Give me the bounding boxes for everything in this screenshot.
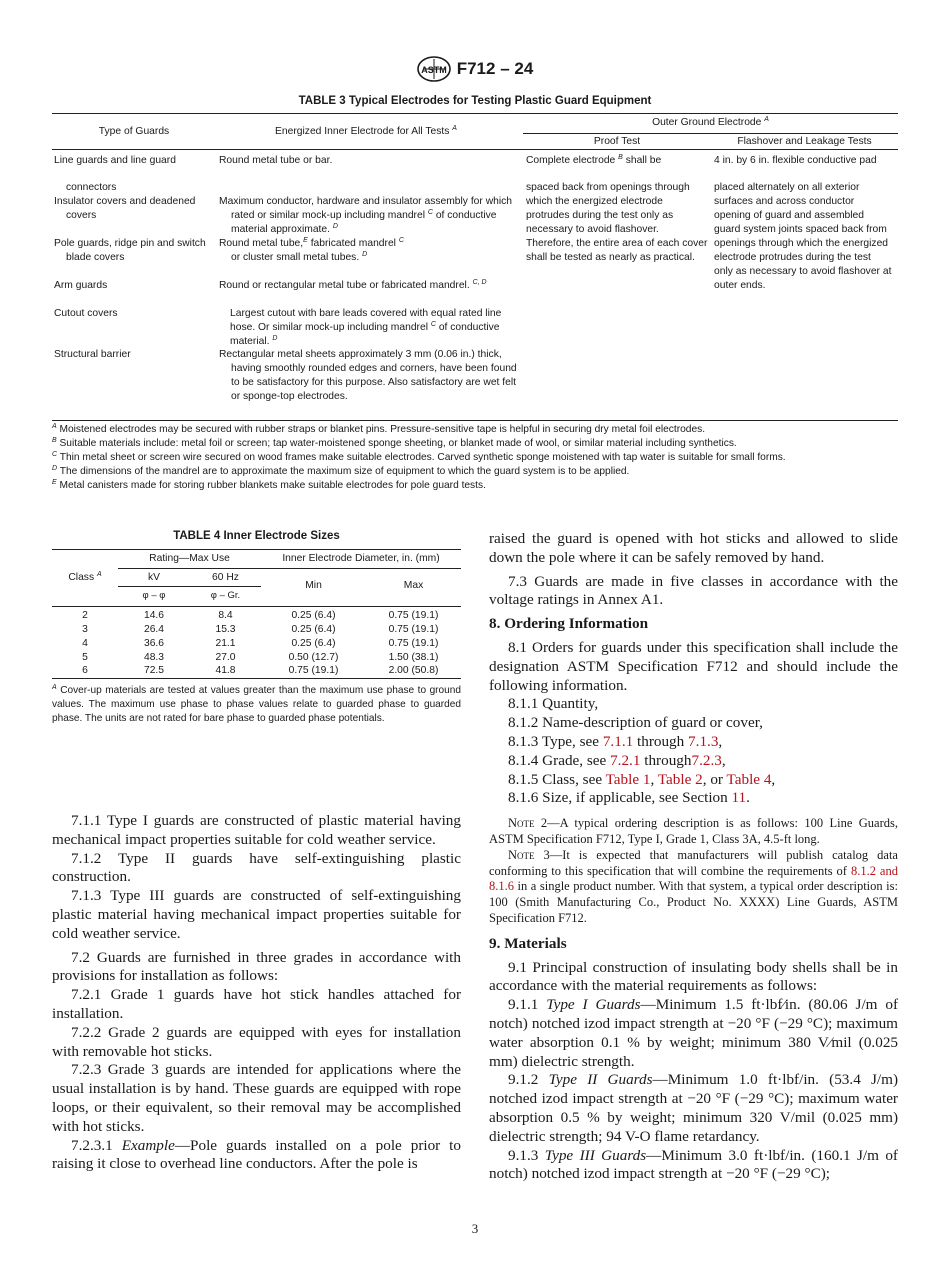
link-7-2-1[interactable]: 7.2.1: [610, 751, 641, 769]
table4-cell-hz: 15.3: [215, 624, 236, 635]
table4-cell-class: 2: [82, 610, 88, 621]
table4-cell-class: 6: [82, 665, 88, 676]
table-row: [52, 609, 461, 623]
table3-footnotes: [52, 423, 898, 493]
table3-flash-a: 4 in. by 6 in. flexible conductive pad: [714, 155, 877, 166]
table4-top-rule: [52, 549, 461, 550]
astm-logo-icon: [417, 56, 451, 82]
table3-footnote-c: $^C$ Thin metal sheet or screen wire secured on wood frames make suitable electrodes. Carved synthetic sponge moistened with tap water is suitable for small forms.: [52, 451, 786, 463]
table3-inner-r5: Largest cutout with bare leads covered with equal rated line hose. Or similar mock-up including mandrel $^C$ of conductive material. $^D$: [230, 308, 502, 347]
item-8-1-3: 8.1.3 Type, see 7.1.1 through 7.1.3,: [508, 732, 723, 750]
table-row: [52, 664, 461, 678]
table4-header-phase-phase: φ – φ: [142, 590, 166, 601]
table4-cell-max: 2.00 (50.8): [388, 665, 439, 676]
table3-inner-r4: Round or rectangular metal tube or fabricated mandrel. $^{C, D}$: [219, 279, 487, 291]
para-9-1: 9.1 Principal construction of insulating body shells shall be in accordance with the material requirements as follows:: [489, 958, 898, 995]
table4-header-phase-ground: φ – Gr.: [210, 590, 241, 601]
table4-header-min: Min: [305, 580, 322, 591]
right-column: [489, 530, 898, 1184]
table4-phase-rule: [118, 586, 261, 587]
link-section-11[interactable]: 11: [731, 789, 747, 807]
para-8-1: 8.1 Orders for guards under this specification shall include the designation ASTM Specification F712 and should include the following information.: [489, 638, 898, 694]
para-7-2-2: 7.2.2 Grade 2 guards are equipped with eyes for installation with removable hot sticks.: [52, 1023, 461, 1060]
table4-cell-kv: 14.6: [143, 610, 165, 621]
item-8-1-4: 8.1.4 Grade, see 7.2.1 through7.2.3,: [508, 751, 726, 769]
table4-cell-kv: 48.3: [143, 652, 165, 663]
table3-title: TABLE 3 Typical Electrodes for Testing Plastic Guard Equipment: [298, 95, 652, 107]
table3-footnote-a: $^A$ Moistened electrodes may be secured with rubber straps or blanket pins. Pressure-sensitive tape is helpful in securing dry metal foil electrodes.: [52, 423, 706, 435]
section-8-heading: 8. Ordering Information: [489, 615, 649, 633]
table4-title: TABLE 4 Inner Electrode Sizes: [173, 530, 340, 542]
table4-header-diameter: Inner Electrode Diameter, in. (mm): [282, 553, 440, 564]
table3-flash-b: placed alternately on all exterior surfaces and across conductor opening of guard and assembled guard system joints spaced back from openings through which the energized electrode protrudes during the test only as necessary to avoid flashover at outer ends.: [714, 182, 892, 291]
table4-cell-min: 0.25 (6.4): [291, 610, 336, 621]
table3: [52, 113, 898, 421]
table4-header-class: Class $^A$: [68, 571, 102, 583]
table3-footnote-d: $^D$ The dimensions of the mandrel are to approximate the maximum size of equipment to which the guard system is to be applied.: [52, 465, 630, 477]
table3-type-r1a: Line guards and line guard: [54, 155, 176, 166]
para-7-2-1: 7.2.1 Grade 1 guards have hot stick handles attached for installation.: [52, 986, 461, 1022]
table4-cell-min: 0.50 (12.7): [288, 652, 339, 663]
link-table-2[interactable]: Table 2: [657, 770, 703, 788]
table3-header-inner: Energized Inner Electrode for All Tests $^A$: [275, 125, 457, 137]
table3-inner-r3: Round metal tube,$^E$ fabricated mandrel $^C$ or cluster small metal tubes. $^D$: [219, 237, 404, 263]
para-7-2: 7.2 Guards are furnished in three grades in accordance with provisions for installation as follows:: [52, 948, 461, 985]
document-designation: F712 – 24: [456, 59, 534, 78]
table3-type-r3: Pole guards, ridge pin and switch blade covers: [54, 238, 206, 263]
table3-header-rule: [52, 149, 898, 150]
section-9-heading: 9. Materials: [489, 934, 567, 952]
table4-cell-hz: 21.1: [215, 638, 236, 649]
para-7-2-3-1: 7.2.3.1 Example—Pole guards installed on a pole prior to raising it close to overhead line conductors. After the pole is: [52, 1136, 461, 1173]
table4-cell-min: 0.75 (19.1): [288, 665, 339, 676]
table3-inner-r1: Round metal tube or bar.: [219, 155, 333, 166]
item-8-1-6: 8.1.6 Size, if applicable, see Section 11.: [508, 789, 750, 807]
table3-type-r4: Arm guards: [54, 280, 108, 291]
para-7-1-1: 7.1.1 Type I guards are constructed of plastic material having mechanical impact properties suitable for cold weather service.: [52, 812, 461, 848]
table4-bottom-rule: [52, 678, 461, 679]
para-7-3: 7.3 Guards are made in five classes in accordance with the voltage ratings in Annex A1.: [489, 572, 898, 609]
table3-proof-b: spaced back from openings through which the energized electrode protrudes during the test only as necessary to avoid flashover. Therefore, the entire area of each cover shall be tested as nearly as practical.: [526, 182, 708, 263]
note-2: Note 2—A typical ordering description is as follows: 100 Line Guards, ASTM Specification F712, Type I, Grade 1, Class 3A, 4.5-ft long.: [489, 816, 898, 846]
table4-cell-min: 0.25 (6.4): [291, 638, 336, 649]
table3-footnote-b: $^B$ Suitable materials include: metal foil or screen; tap water-moistened sponge sheeting, or blanket made of wool, or similar material including synthetics.: [52, 437, 737, 449]
table4: [52, 549, 461, 679]
item-8-1-2: 8.1.2 Name-description of guard or cover,: [508, 714, 763, 732]
table3-inner-r2: Maximum conductor, hardware and insulator assembly for which rated or similar mock-up including mandrel $^C$ of conductive material approximate. $^D$: [219, 196, 513, 235]
table3-bottom-rule: [52, 420, 898, 421]
table4-cell-kv: 36.6: [143, 638, 165, 649]
para-7-2-3-1-cont: raised the guard is opened with hot sticks and allowed to slide down the pole where it can be safely removed by hand.: [489, 530, 898, 566]
link-table-1[interactable]: Table 1: [605, 770, 651, 788]
table4-cell-kv: 26.4: [143, 624, 165, 635]
para-7-2-3: 7.2.3 Grade 3 guards are intended for applications where the usual installation is by hand. These guards are equipped with rope loops, or their equivalent, so their removal may be accomplished with hot sticks.: [52, 1061, 461, 1135]
table4-sub-rule: [118, 568, 461, 569]
table4-cell-max: 1.50 (38.1): [388, 652, 439, 663]
table3-outer-rule: [523, 133, 898, 134]
table4-header-rating: Rating—Max Use: [149, 553, 230, 564]
para-9-1-1: 9.1.1 Type I Guards—Minimum 1.5 ft·lbf⁄in. (80.06 J/m of notch) notched izod impact strength at −20 °F (−29 °C); maximum water absorption 0.1 % by weight; minimum 380 V⁄mil (0.025 mm) dielectric strength.: [489, 996, 899, 1070]
table4-header-hz: 60 Hz: [212, 572, 239, 583]
table3-footnote-e: $^E$ Metal canisters made for storing rubber blankets make suitable electrodes for pole guard tests.: [52, 479, 486, 491]
table4-cell-hz: 41.8: [215, 665, 236, 676]
table4-cell-max: 0.75 (19.1): [388, 610, 439, 621]
table3-inner-r6: Rectangular metal sheets approximately 3 mm (0.06 in.) thick, having smoothly rounded edges and corners, have been found to be satisfactory for this purpose. Also satisfactory are wet felt or sponge-top electrodes.: [219, 349, 517, 402]
table3-type-r5: Cutout covers: [54, 308, 118, 319]
item-8-1-5: 8.1.5 Class, see Table 1, Table 2, or Table 4,: [508, 770, 776, 788]
table-row: [52, 623, 461, 637]
page-number: 3: [471, 1221, 479, 1236]
para-7-1-3: 7.1.3 Type III guards are constructed of self-extinguishing plastic material having mechanical impact properties suitable for cold weather service.: [52, 887, 461, 942]
table3-proof-a: Complete electrode $^B$ shall be: [526, 154, 662, 166]
link-7-2-3[interactable]: 7.2.3: [691, 751, 722, 769]
table4-footnote: $^A$ Cover-up materials are tested at values greater than the maximum use phase to ground values. The maximum use phase to phase values relate to guarded phase to guarded phase. The units are not rated for bare phase to guarded phase potentials.: [52, 684, 461, 725]
table4-header-rule: [52, 606, 461, 607]
table4-cell-hz: 8.4: [218, 610, 233, 621]
link-7-1-1[interactable]: 7.1.1: [602, 732, 634, 750]
table-row: [52, 637, 461, 651]
link-table-4[interactable]: Table 4: [726, 770, 772, 788]
table4-cell-max: 0.75 (19.1): [388, 624, 439, 635]
table4-header-kv: kV: [147, 572, 161, 583]
note-3: Note 3—It is expected that manufacturers will publish catalog data conforming to this specification that will combine the requirements of 8.1.2 and 8.1.6 in a single product number. With that system, a typical order description is: 100 (Smith Manufacturing Co., Product No. XXXX) Line Guards, ASTM Specification F712.: [489, 847, 898, 925]
table3-header-proof: Proof Test: [593, 136, 641, 147]
table-row: [52, 651, 461, 665]
para-9-1-3: 9.1.3 Type III Guards—Minimum 3.0 ft·lbf/in. (160.1 J/m of notch) notched izod impact strength at −20 °F (−29 °C);: [489, 1146, 898, 1183]
table3-top-rule: [52, 113, 898, 114]
table3-type-r2: Insulator covers and deadened covers: [54, 196, 196, 221]
table4-cell-class: 3: [82, 624, 88, 635]
para-7-1-2: 7.1.2 Type II guards have self-extinguishing plastic construction.: [52, 849, 461, 886]
table3-header-flashover: Flashover and Leakage Tests: [737, 136, 872, 147]
table4-cell-hz: 27.0: [215, 652, 236, 663]
table4-header-max: Max: [403, 580, 424, 591]
table3-header-outer: Outer Ground Electrode $^A$: [652, 116, 769, 128]
left-column: [52, 812, 461, 1174]
table4-cell-min: 0.25 (6.4): [291, 624, 336, 635]
table4-cell-class: 4: [82, 638, 88, 649]
item-8-1-1: 8.1.1 Quantity,: [508, 695, 599, 713]
link-8-1-2-and-8-1-6[interactable]: 8.1.2 and 8.1.6: [489, 863, 898, 894]
table4-cell-max: 0.75 (19.1): [388, 638, 439, 649]
para-9-1-2: 9.1.2 Type II Guards—Minimum 1.0 ft·lbf/in. (53.4 J/m) notched izod impact strength at −20 °F (−29 °C); maximum water absorption 0.5 % by weight; minimum 320 V/mil (0.025 mm) dielectric strength; 94 V-O flame retardancy.: [489, 1071, 899, 1145]
table3-type-r6: Structural barrier: [54, 349, 131, 360]
table3-header-type: Type of Guards: [98, 126, 170, 137]
table3-type-r1b: connectors: [66, 182, 117, 193]
table4-cell-class: 5: [82, 652, 88, 663]
page-header: [0, 54, 950, 84]
table4-cell-kv: 72.5: [143, 665, 165, 676]
link-7-1-3[interactable]: 7.1.3: [688, 732, 719, 750]
svg-text:ASTM: ASTM: [420, 65, 447, 75]
